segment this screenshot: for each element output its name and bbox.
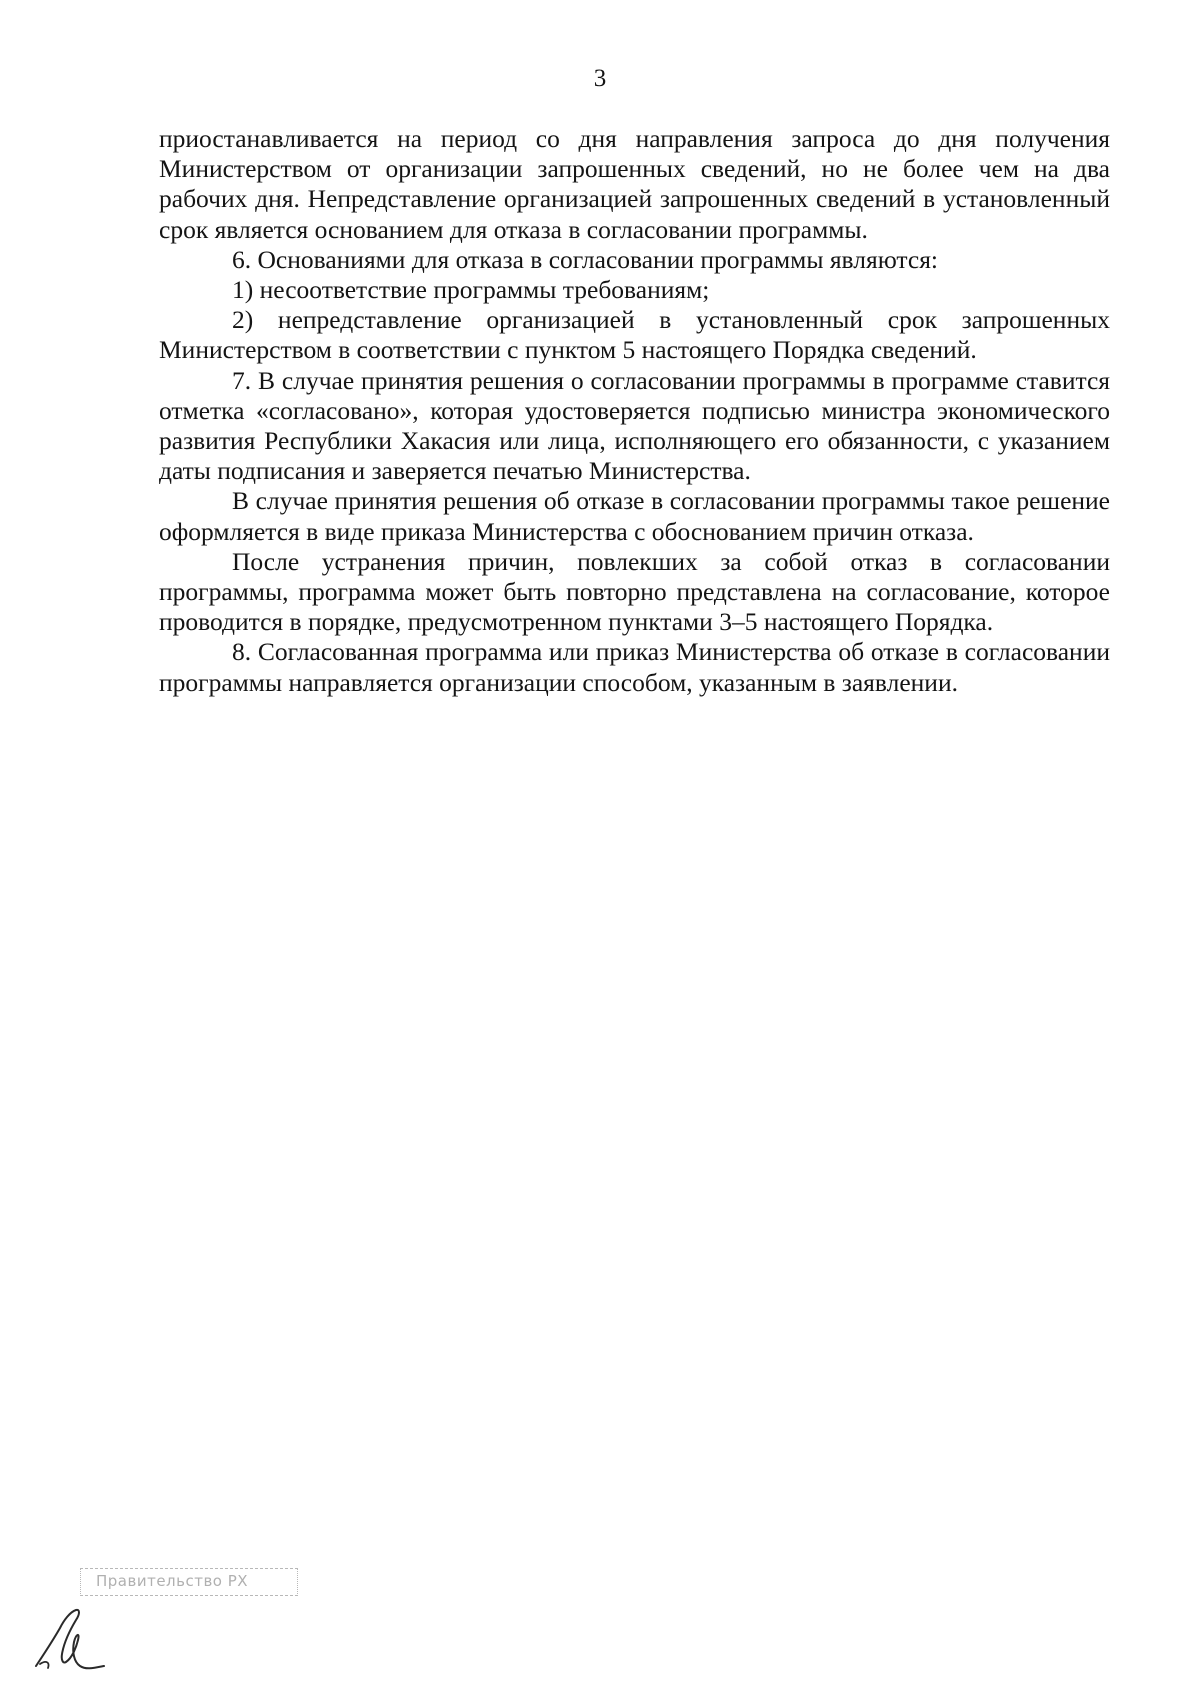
paragraph-item-6-2: 2) непредставление организацией в установленный срок запрошенных Министерством в соответствии с пунктом 5 настоящего Порядка сведений.	[159, 305, 1110, 365]
stamp-text: Правительство РХ	[96, 1572, 249, 1590]
paragraph-item-8: 8. Согласованная программа или приказ Министерства об отказе в согласовании программы направляется организации способом, указанным в заявлении.	[159, 637, 1110, 697]
document-body	[159, 124, 1110, 698]
paragraph-item-7: 7. В случае принятия решения о согласовании программы в программе ставится отметка «согласовано», которая удостоверяется подписью министра экономического развития Республики Хакасия или лица, исполняющего его обязанности, с указанием даты подписания и заверяется печатью Министерства.	[159, 365, 1110, 486]
paragraph-refusal: В случае принятия решения об отказе в согласовании программы такое решение оформляется в виде приказа Министерства с обоснованием причин отказа.	[159, 486, 1110, 546]
page-number: 3	[593, 65, 607, 92]
signature-icon	[30, 1604, 110, 1674]
paragraph-item-6: 6. Основаниями для отказа в согласовании программы являются:	[232, 244, 939, 274]
paragraph-continuation: приостанавливается на период со дня направления запроса до дня получения Министерством от организации запрошенных сведений, но не более чем на два рабочих дня. Непредставление организацией запрошенных сведений в установленный срок является основанием для отказа в согласовании программы.	[159, 124, 1110, 244]
paragraph-item-6-1: 1) несоответствие программы требованиям;	[232, 275, 710, 305]
paragraph-resubmission: После устранения причин, повлекших за собой отказ в согласовании программы, программа может быть повторно представлена на согласование, которое проводится в порядке, предусмотренном пунктами 3–5 настоящего Порядка.	[159, 546, 1110, 637]
